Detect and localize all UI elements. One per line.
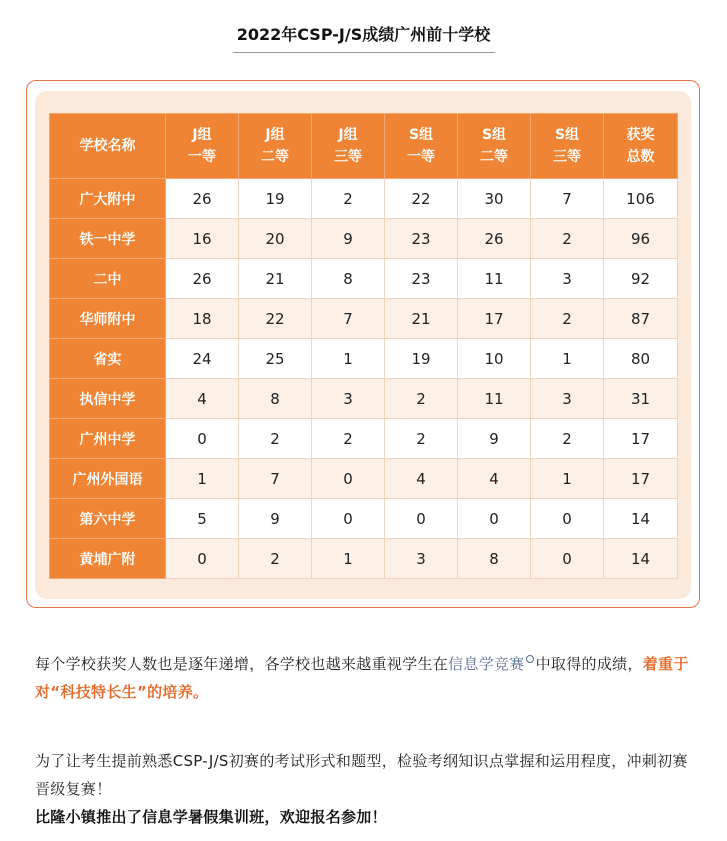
count-cell: 2 bbox=[531, 219, 604, 259]
column-header-4: S组 一等 bbox=[385, 114, 458, 179]
count-cell: 31 bbox=[604, 379, 678, 419]
page-title: 2022年CSP-J/S成绩广州前十学校 bbox=[236, 25, 491, 44]
count-cell: 2 bbox=[385, 379, 458, 419]
paragraph-camp bbox=[35, 747, 695, 831]
count-cell: 7 bbox=[531, 179, 604, 219]
table-row bbox=[50, 379, 678, 419]
count-cell: 0 bbox=[312, 459, 385, 499]
count-cell: 8 bbox=[239, 379, 312, 419]
count-cell: 80 bbox=[604, 339, 678, 379]
table-header-row bbox=[50, 114, 678, 179]
count-cell: 3 bbox=[531, 259, 604, 299]
title-underline bbox=[233, 52, 495, 53]
count-cell: 26 bbox=[166, 179, 239, 219]
paragraph-awards-text: 每个学校获奖人数也是逐年递增，各学校也越来越重视学生在 bbox=[35, 655, 449, 673]
count-cell: 17 bbox=[458, 299, 531, 339]
column-header-0: 学校名称 bbox=[50, 114, 166, 179]
count-cell: 26 bbox=[166, 259, 239, 299]
column-header-1: J组 一等 bbox=[166, 114, 239, 179]
count-cell: 9 bbox=[458, 419, 531, 459]
count-cell: 20 bbox=[239, 219, 312, 259]
count-cell: 21 bbox=[239, 259, 312, 299]
count-cell: 1 bbox=[312, 539, 385, 579]
count-cell: 7 bbox=[312, 299, 385, 339]
count-cell: 2 bbox=[312, 179, 385, 219]
school-name-cell: 华师附中 bbox=[50, 299, 166, 339]
count-cell: 3 bbox=[531, 379, 604, 419]
count-cell: 4 bbox=[166, 379, 239, 419]
count-cell: 1 bbox=[531, 339, 604, 379]
camp-announcement: 比隆小镇推出了信息学暑假集训班，欢迎报名参加！ bbox=[35, 808, 387, 826]
count-cell: 7 bbox=[239, 459, 312, 499]
count-cell: 22 bbox=[385, 179, 458, 219]
count-cell: 92 bbox=[604, 259, 678, 299]
count-cell: 30 bbox=[458, 179, 531, 219]
school-name-cell: 第六中学 bbox=[50, 499, 166, 539]
column-header-5: S组 二等 bbox=[458, 114, 531, 179]
count-cell: 0 bbox=[385, 499, 458, 539]
count-cell: 1 bbox=[531, 459, 604, 499]
count-cell: 2 bbox=[385, 419, 458, 459]
count-cell: 87 bbox=[604, 299, 678, 339]
school-name-cell: 广大附中 bbox=[50, 179, 166, 219]
emphasis-text: 着重于对“科技特长生”的培养。 bbox=[35, 655, 689, 701]
count-cell: 2 bbox=[239, 419, 312, 459]
count-cell: 11 bbox=[458, 259, 531, 299]
paragraph-camp-text: 为了让考生提前熟悉CSP-J/S初赛的考试形式和题型，检验考纲知识点掌握和运用程度，冲刺初赛晋级复赛！ bbox=[35, 752, 688, 798]
school-name-cell: 黄埔广附 bbox=[50, 539, 166, 579]
school-name-cell: 铁一中学 bbox=[50, 219, 166, 259]
school-name-cell: 二中 bbox=[50, 259, 166, 299]
column-header-3: J组 三等 bbox=[312, 114, 385, 179]
school-name-cell: 广州外国语 bbox=[50, 459, 166, 499]
table-row bbox=[50, 499, 678, 539]
paragraph-awards bbox=[35, 650, 695, 706]
count-cell: 1 bbox=[312, 339, 385, 379]
column-header-6: S组 三等 bbox=[531, 114, 604, 179]
count-cell: 9 bbox=[239, 499, 312, 539]
count-cell: 106 bbox=[604, 179, 678, 219]
count-cell: 14 bbox=[604, 539, 678, 579]
count-cell: 18 bbox=[166, 299, 239, 339]
count-cell: 2 bbox=[531, 299, 604, 339]
count-cell: 4 bbox=[458, 459, 531, 499]
count-cell: 17 bbox=[604, 459, 678, 499]
count-cell: 17 bbox=[604, 419, 678, 459]
count-cell: 8 bbox=[312, 259, 385, 299]
count-cell: 5 bbox=[166, 499, 239, 539]
count-cell: 26 bbox=[458, 219, 531, 259]
count-cell: 10 bbox=[458, 339, 531, 379]
count-cell: 0 bbox=[458, 499, 531, 539]
count-cell: 9 bbox=[312, 219, 385, 259]
school-name-cell: 广州中学 bbox=[50, 419, 166, 459]
count-cell: 16 bbox=[166, 219, 239, 259]
competition-link[interactable]: 信息学竞赛 bbox=[448, 655, 536, 673]
column-header-2: J组 二等 bbox=[239, 114, 312, 179]
school-name-cell: 执信中学 bbox=[50, 379, 166, 419]
paragraph-awards-text-end: 中取得的成绩， bbox=[535, 655, 643, 673]
count-cell: 0 bbox=[531, 499, 604, 539]
count-cell: 19 bbox=[385, 339, 458, 379]
count-cell: 0 bbox=[166, 419, 239, 459]
count-cell: 21 bbox=[385, 299, 458, 339]
count-cell: 23 bbox=[385, 219, 458, 259]
count-cell: 25 bbox=[239, 339, 312, 379]
column-header-7: 获奖 总数 bbox=[604, 114, 678, 179]
count-cell: 11 bbox=[458, 379, 531, 419]
count-cell: 23 bbox=[385, 259, 458, 299]
count-cell: 8 bbox=[458, 539, 531, 579]
count-cell: 2 bbox=[239, 539, 312, 579]
count-cell: 24 bbox=[166, 339, 239, 379]
table-row bbox=[50, 459, 678, 499]
school-name-cell: 省实 bbox=[50, 339, 166, 379]
count-cell: 1 bbox=[166, 459, 239, 499]
search-icon bbox=[526, 655, 534, 663]
count-cell: 0 bbox=[166, 539, 239, 579]
table-row bbox=[50, 299, 678, 339]
scores-table bbox=[49, 113, 678, 579]
count-cell: 4 bbox=[385, 459, 458, 499]
count-cell: 0 bbox=[312, 499, 385, 539]
count-cell: 2 bbox=[531, 419, 604, 459]
count-cell: 22 bbox=[239, 299, 312, 339]
table-row bbox=[50, 539, 678, 579]
table-row bbox=[50, 259, 678, 299]
count-cell: 96 bbox=[604, 219, 678, 259]
count-cell: 0 bbox=[531, 539, 604, 579]
count-cell: 19 bbox=[239, 179, 312, 219]
count-cell: 3 bbox=[385, 539, 458, 579]
table-row bbox=[50, 179, 678, 219]
table-row bbox=[50, 339, 678, 379]
count-cell: 3 bbox=[312, 379, 385, 419]
table-body bbox=[50, 179, 678, 579]
table-row bbox=[50, 219, 678, 259]
table-row bbox=[50, 419, 678, 459]
count-cell: 2 bbox=[312, 419, 385, 459]
count-cell: 14 bbox=[604, 499, 678, 539]
